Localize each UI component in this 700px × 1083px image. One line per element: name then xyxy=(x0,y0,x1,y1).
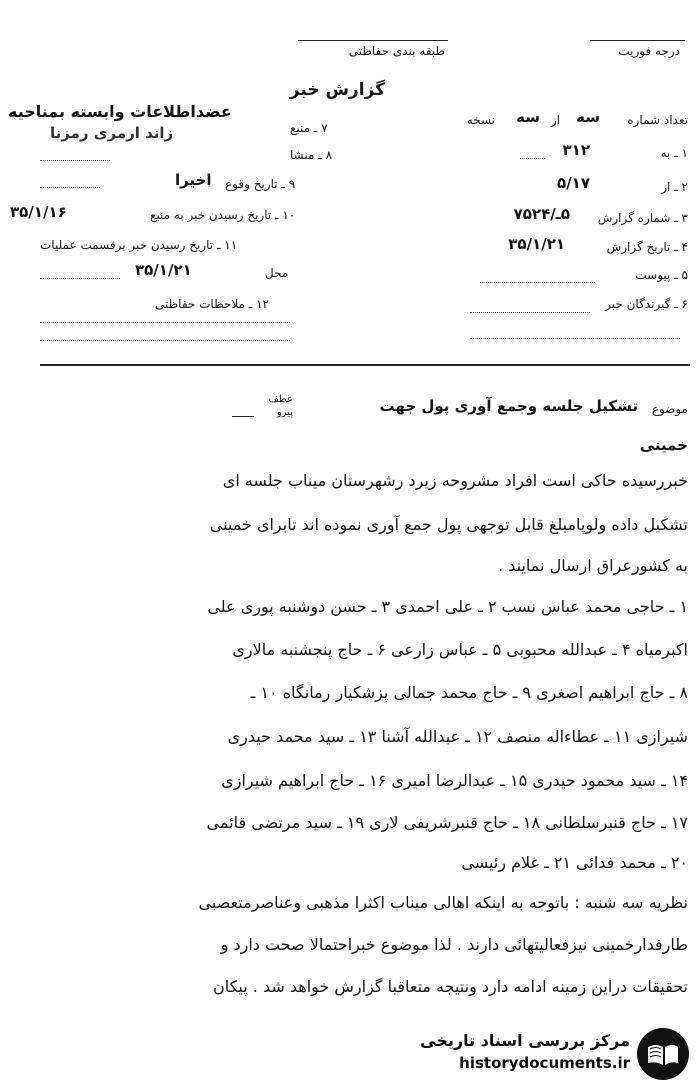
copies-value: سه xyxy=(576,108,600,126)
report-title: گزارش خبر xyxy=(289,80,385,100)
dotted-line xyxy=(40,187,100,188)
subject-label: موضوع xyxy=(651,402,688,416)
dotted-line xyxy=(40,278,120,279)
body-line: ۲۰ ـ محمد فدائی ۲۱ ـ غلام رئیسی xyxy=(461,853,688,872)
item11-label: ۱۱ ـ تاریخ رسیدن خبر برقسمت عملیات xyxy=(40,238,238,252)
body-line: اکبرمیاه ۴ ـ عبدالله محبوبی ۵ ـ عباس زارعی ۶ ـ حاج پنجشنبه مالاری xyxy=(232,640,688,659)
item1-label: ۱ ـ به xyxy=(660,146,688,160)
item6-label: ۶ ـ گیرندگان خبر xyxy=(605,297,688,311)
item10-label: ۱۰ ـ تاریخ رسیدن خبر به منبع xyxy=(150,208,296,222)
item7-label: ۷ ـ منبع xyxy=(290,121,328,135)
item7-value-2: زاند ارمری رمزنا xyxy=(50,124,174,142)
dotted-line xyxy=(470,338,680,339)
subject-note: عطف پیرو xyxy=(268,394,293,418)
dotted-line xyxy=(470,312,590,313)
item12-label: ۱۲ ـ ملاحظات حفاظتی xyxy=(155,297,269,311)
copies-unit: نسخه xyxy=(466,113,495,127)
item4-label: ۴ ـ تاریخ گزارش xyxy=(606,240,688,254)
dotted-line xyxy=(480,282,595,283)
body-line: شیرازی ۱۱ ـ عطاءاله منصف ۱۲ ـ عبدالله آشنا ۱۳ ـ سید محمد حیدری xyxy=(227,727,688,746)
item11-value: ۳۵/۱/۲۱ xyxy=(135,261,192,279)
item11-sub: محل xyxy=(265,266,289,280)
item3-value: ۵ـ/۷۵۲۴ xyxy=(513,205,570,223)
body-line: ۱۴ ـ سید محمود حیدری ۱۵ ـ عبدالرضا امیری ۱۶ ـ حاج ابراهیم شیرازی xyxy=(221,771,688,790)
body-line: تشکیل داده ولوپامبلغ قابل توجهی پول جمع آوری نموده اند تابرای خمینی xyxy=(209,515,688,534)
classification-label: طبقه بندی حفاظتی xyxy=(348,44,445,58)
header-separator xyxy=(40,364,690,366)
item7-value: عضداطلاعات وابسته بمناحیه xyxy=(8,102,232,121)
item5-label: ۵ ـ پیوست xyxy=(635,268,688,282)
priority-underline xyxy=(590,40,685,41)
body-line: ۱ ـ حاجی محمد عباس نسب ۲ ـ علی احمدی ۳ ـ حسن دوشنبه پوری علی xyxy=(207,597,688,616)
copies-total: سه xyxy=(516,108,540,126)
body-line: طارفدارخمینی نیزفعالیتهائی دارند . لذا موضوع خبراحتمالا صحت دارد و xyxy=(220,935,688,954)
priority-label: درجه فوریت xyxy=(618,44,680,58)
item10-value: ۳۵/۱/۱۶ xyxy=(10,203,67,221)
item2-label: ۲ ـ از xyxy=(661,180,688,194)
item8-label: ۸ ـ منشا xyxy=(290,148,333,162)
archive-logo-icon xyxy=(634,1025,692,1083)
subject-text: تشکیل جلسه وجمع آوری پول جهت xyxy=(379,397,638,415)
body-line: تحقیقات دراین زمینه ادامه دارد ونتیجه متعاقبا گزارش خواهد شد . پیکان xyxy=(212,977,688,996)
item2-value: ۵/۱۷ xyxy=(557,174,590,192)
watermark-url: historydocuments.ir xyxy=(459,1054,630,1072)
dotted-line xyxy=(40,160,110,161)
subject-continuation: خمینی xyxy=(639,436,688,454)
body-line: نظریه سه شنبه : باتوجه به اینکه اهالی میناب اکثرا مذهبی وعناصرمتعصبی xyxy=(198,893,688,912)
item4-value: ۳۵/۱/۲۱ xyxy=(508,235,565,253)
item9-label: ۹ ـ تاریخ وقوع xyxy=(225,177,296,191)
body-line: ۸ ـ حاج ابراهیم اصغری ۹ ـ حاج محمد جمالی پزشکیار رمانگاه ۱۰ ـ xyxy=(250,683,688,702)
watermark-title: مرکز بررسی اسناد تاریخی xyxy=(420,1031,630,1050)
body-line: به کشورعراق ارسال نمایند . xyxy=(498,556,688,575)
dotted-line xyxy=(520,158,545,159)
subject-blank xyxy=(232,416,254,417)
item9-value: اخیرا xyxy=(175,171,212,189)
item1-value: ۳۱۲ xyxy=(562,141,590,159)
dotted-line xyxy=(40,322,290,323)
copies-of: از xyxy=(550,113,560,127)
copies-label: تعداد شماره xyxy=(627,113,688,127)
body-line: خبررسیده حاکی است افراد مشروحه زیرد رشهرستان میناب جلسه ای xyxy=(222,471,688,490)
dotted-line xyxy=(40,340,290,341)
body-line: ۱۷ ـ حاج قنبرسلطانی ۱۸ ـ حاج قنبرشریفی لاری ۱۹ ـ سید مرتضی قائمی xyxy=(206,813,688,832)
classification-underline xyxy=(298,40,448,41)
item3-label: ۳ ـ شماره گزارش xyxy=(597,211,688,225)
